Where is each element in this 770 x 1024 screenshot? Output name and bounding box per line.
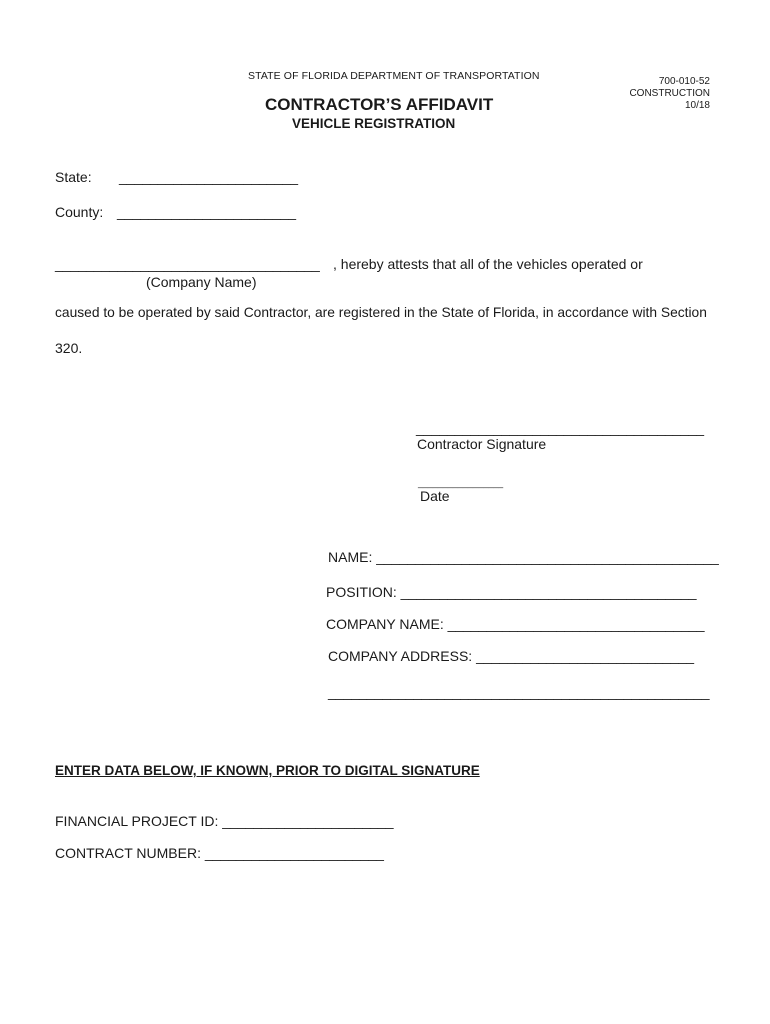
form-identifier [629,76,710,112]
document-title: CONTRACTOR’S AFFIDAVIT [265,95,494,114]
signature-field[interactable]: _____________________________________ [416,420,705,436]
attestation-text-line2: caused to be operated by said Contractor, are registered in the State of Florida, in accordance with Section [55,305,707,320]
name-field[interactable]: NAME: ____________________________________________ [328,549,719,565]
agency-name: STATE OF FLORIDA DEPARTMENT OF TRANSPORTATION [248,70,540,82]
date-label: Date [420,488,450,504]
digital-signature-instruction: ENTER DATA BELOW, IF KNOWN, PRIOR TO DIGITAL SIGNATURE [55,763,480,778]
date-field[interactable]: _________________ [418,478,504,488]
attestation-text-line3: 320. [55,340,83,356]
form-number: 700-010-52 [658,76,710,87]
company-address-field[interactable]: COMPANY ADDRESS: ____________________________ [328,648,695,664]
company-name-info-field[interactable]: COMPANY NAME: _________________________________ [326,616,705,632]
company-name-field[interactable]: __________________________________ [55,256,320,272]
form-category: CONSTRUCTION [629,88,710,99]
financial-project-id-field[interactable]: FINANCIAL PROJECT ID: ______________________ [55,813,394,829]
contract-number-field[interactable]: CONTRACT NUMBER: _______________________ [55,845,384,861]
state-field[interactable]: _______________________ [119,169,299,185]
company-address-line2-field[interactable]: _________________________________________________ [328,684,710,700]
state-label: State: [55,169,92,185]
document-subtitle: VEHICLE REGISTRATION [292,116,456,131]
county-field[interactable]: _______________________ [117,204,297,220]
attestation-text: , hereby attests that all of the vehicles operated or [333,256,643,272]
county-label: County: [55,204,104,220]
position-field[interactable]: POSITION: ______________________________________ [326,584,697,600]
signature-label: Contractor Signature [417,436,547,452]
company-name-caption: (Company Name) [146,274,257,290]
form-date: 10/18 [684,100,710,111]
